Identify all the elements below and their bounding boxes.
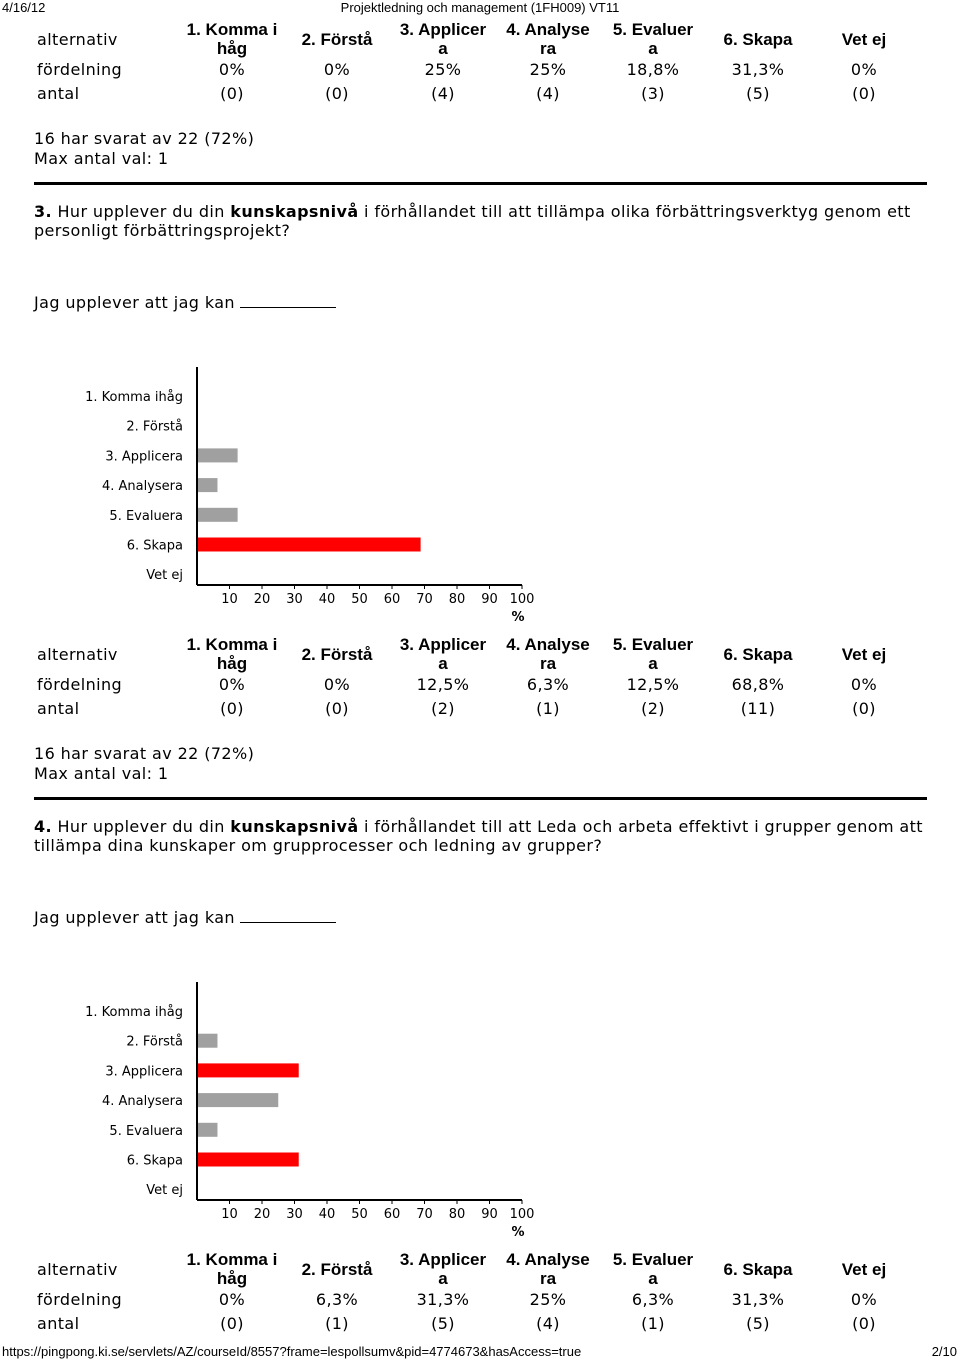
column-header-line: 2. Förstå: [301, 1260, 373, 1279]
category-label: 3. Applicera: [105, 1064, 183, 1080]
x-axis-label: %: [511, 1225, 525, 1240]
max-choices: Max antal val: 1: [34, 149, 169, 168]
count-row-cell: (4): [431, 84, 455, 103]
category-label: 6. Skapa: [126, 538, 183, 554]
question-3-prompt: Jag upplever att jag kan: [34, 292, 336, 312]
column-header-line: Vet ej: [841, 1260, 887, 1279]
category-label: 4. Analysera: [101, 479, 183, 495]
column-header-line: 4. Analyse: [506, 635, 590, 654]
column-header: [706, 30, 810, 49]
print-date: 4/16/12: [2, 0, 46, 15]
count-row-cell: (0): [852, 1314, 876, 1333]
fill-in-blank: [240, 907, 336, 923]
column-header-line: 3. Applicer: [399, 1250, 487, 1269]
column-header-line: 6. Skapa: [723, 645, 793, 664]
bar: [197, 1034, 217, 1048]
count-row-cell: (1): [536, 699, 560, 718]
column-header-line: 3. Applicer: [399, 635, 487, 654]
count-row-label: antal: [37, 1314, 80, 1333]
distribution-row-cell: 25%: [529, 1290, 567, 1309]
distribution-row-cell: 0%: [323, 675, 351, 694]
column-header-line: a: [648, 654, 658, 673]
count-row-cell: (5): [746, 84, 770, 103]
column-header-line: Vet ej: [841, 645, 887, 664]
distribution-row-cell: 0%: [218, 1290, 246, 1309]
answer-summary: [34, 744, 254, 784]
table-header-row: [30, 1250, 930, 1290]
column-header-line: 5. Evaluer: [612, 1250, 694, 1269]
column-header-line: 1. Komma i: [186, 635, 278, 654]
column-header: [285, 645, 389, 664]
section-divider: [34, 182, 927, 185]
column-header-line: ra: [539, 1269, 557, 1288]
distribution-row-cell: 12,5%: [416, 675, 470, 694]
column-header-line: 5. Evaluer: [612, 20, 694, 39]
count-row-cell: (1): [641, 1314, 665, 1333]
bar: [197, 538, 421, 552]
x-tick-label: 70: [416, 592, 433, 607]
distribution-row-cell: 31,3%: [731, 60, 785, 79]
page-header: [0, 0, 960, 16]
distribution-row-cell: 0%: [850, 675, 878, 694]
column-header-line: 4. Analyse: [506, 20, 590, 39]
distribution-row-cell: 6,3%: [315, 1290, 359, 1309]
x-tick-label: 50: [351, 592, 368, 607]
category-label: 2. Förstå: [126, 1034, 183, 1050]
distribution-row-cell: 6,3%: [526, 675, 570, 694]
category-label: 1. Komma ihåg: [85, 1005, 183, 1020]
distribution-row: [30, 675, 930, 699]
count-row-cell: (4): [536, 84, 560, 103]
column-header-line: 5. Evaluer: [612, 635, 694, 654]
distribution-row: [30, 1290, 930, 1314]
bar: [197, 1063, 299, 1077]
answer-summary: [34, 129, 254, 169]
distribution-row-cell: 0%: [218, 60, 246, 79]
column-header: [391, 20, 495, 58]
fill-in-blank: [240, 292, 336, 308]
column-header: [812, 30, 916, 49]
count-row-cell: (11): [740, 699, 776, 718]
row-label-alternativ: alternativ: [37, 645, 118, 664]
column-header: [601, 635, 705, 673]
distribution-row-cell: 0%: [850, 60, 878, 79]
column-header: [285, 30, 389, 49]
distribution-row-cell: 31,3%: [731, 1290, 785, 1309]
column-header-line: a: [438, 654, 448, 673]
column-header-line: ra: [539, 654, 557, 673]
bar-chart: [60, 977, 560, 1247]
column-header: [496, 1250, 600, 1288]
x-tick-label: 10: [221, 592, 238, 607]
category-label: Vet ej: [146, 568, 183, 584]
distribution-row-cell: 18,8%: [626, 60, 680, 79]
category-label: 5. Evaluera: [109, 1123, 183, 1139]
distribution-row-cell: 12,5%: [626, 675, 680, 694]
count-row-cell: (5): [431, 1314, 455, 1333]
document-title: Projektledning och management (1FH009) VT11: [340, 0, 620, 15]
question-4: 4. Hur upplever du din kunskapsnivå i förhållandet till att Leda och arbeta effektivt i grupper genom att tillämpa dina kunskaper om grupprocesser och ledning av grupper?: [34, 817, 923, 855]
column-header: [391, 1250, 495, 1288]
column-header: [180, 1250, 284, 1288]
category-label: 1. Komma ihåg: [85, 390, 183, 405]
distribution-row-cell: 25%: [529, 60, 567, 79]
column-header-line: håg: [216, 1269, 248, 1288]
column-header-line: håg: [216, 39, 248, 58]
category-label: 4. Analysera: [101, 1094, 183, 1110]
distribution-row-cell: 0%: [218, 675, 246, 694]
section-divider: [34, 797, 927, 800]
count-row-cell: (2): [641, 699, 665, 718]
column-header-line: 1. Komma i: [186, 20, 278, 39]
max-choices: Max antal val: 1: [34, 764, 169, 783]
distribution-row-cell: 31,3%: [416, 1290, 470, 1309]
x-tick-label: 80: [448, 1207, 466, 1222]
page-footer: [0, 1344, 960, 1360]
bar: [197, 1153, 299, 1167]
x-tick-label: 60: [383, 1207, 401, 1222]
category-label: 3. Applicera: [105, 449, 183, 465]
x-tick-label: 60: [383, 592, 401, 607]
bar: [197, 1123, 217, 1137]
x-tick-label: 50: [351, 1207, 368, 1222]
x-tick-label: 40: [318, 1207, 336, 1222]
column-header: [496, 635, 600, 673]
x-tick-label: 20: [253, 1207, 271, 1222]
bar: [197, 508, 238, 522]
category-label: Vet ej: [146, 1183, 183, 1199]
x-tick-label: 100: [509, 592, 535, 607]
answered-count: 16 har svarat av 22 (72%): [34, 744, 255, 763]
count-row-label: antal: [37, 84, 80, 103]
column-header-line: 2. Förstå: [301, 645, 373, 664]
table-header-row: [30, 635, 930, 675]
results-table-q4: [30, 1250, 930, 1338]
column-header-line: a: [648, 39, 658, 58]
question-4-prompt: Jag upplever att jag kan: [34, 907, 336, 927]
x-tick-label: 20: [253, 592, 271, 607]
column-header: [706, 645, 810, 664]
x-tick-label: 90: [481, 592, 498, 607]
column-header-line: 1. Komma i: [186, 1250, 278, 1269]
count-row-cell: (0): [852, 699, 876, 718]
count-row-cell: (4): [536, 1314, 560, 1333]
count-row: [30, 84, 930, 108]
column-header: [180, 20, 284, 58]
bar-chart: [60, 362, 560, 632]
column-header: [180, 635, 284, 673]
distribution-row-label: fördelning: [37, 1290, 123, 1309]
bar: [197, 478, 217, 492]
column-header: [812, 645, 916, 664]
column-header-line: 2. Förstå: [301, 30, 373, 49]
distribution-row-cell: 0%: [850, 1290, 878, 1309]
column-header-line: 6. Skapa: [723, 30, 793, 49]
column-header: [496, 20, 600, 58]
column-header-line: 3. Applicer: [399, 20, 487, 39]
distribution-row-cell: 6,3%: [631, 1290, 675, 1309]
column-header: [391, 635, 495, 673]
row-label-alternativ: alternativ: [37, 30, 118, 49]
category-label: 2. Förstå: [126, 419, 183, 435]
count-row-cell: (3): [641, 84, 665, 103]
column-header-line: a: [438, 1269, 448, 1288]
column-header-line: 4. Analyse: [506, 1250, 590, 1269]
bar: [197, 448, 238, 462]
column-header-line: håg: [216, 654, 248, 673]
column-header: [812, 1260, 916, 1279]
column-header-line: a: [648, 1269, 658, 1288]
category-label: 5. Evaluera: [109, 508, 183, 524]
table-header-row: [30, 20, 930, 60]
distribution-row-cell: 0%: [323, 60, 351, 79]
count-row-label: antal: [37, 699, 80, 718]
column-header: [601, 1250, 705, 1288]
results-table-q2: [30, 20, 930, 108]
x-tick-label: 90: [481, 1207, 498, 1222]
column-header-line: 6. Skapa: [723, 1260, 793, 1279]
distribution-row-cell: 68,8%: [731, 675, 785, 694]
x-tick-label: 100: [509, 1207, 535, 1222]
distribution-row-cell: 25%: [424, 60, 462, 79]
count-row-cell: (0): [852, 84, 876, 103]
count-row-cell: (1): [325, 1314, 349, 1333]
x-tick-label: 70: [416, 1207, 433, 1222]
chart-q3: [60, 362, 560, 632]
row-label-alternativ: alternativ: [37, 1260, 118, 1279]
column-header: [706, 1260, 810, 1279]
x-tick-label: 30: [286, 592, 303, 607]
column-header-line: Vet ej: [841, 30, 887, 49]
x-axis-label: %: [511, 610, 525, 625]
count-row-cell: (0): [220, 699, 244, 718]
column-header-line: a: [438, 39, 448, 58]
distribution-row-label: fördelning: [37, 60, 123, 79]
chart-q4: [60, 977, 560, 1247]
count-row: [30, 1314, 930, 1338]
answered-count: 16 har svarat av 22 (72%): [34, 129, 255, 148]
count-row: [30, 699, 930, 723]
x-tick-label: 40: [318, 592, 336, 607]
x-tick-label: 80: [448, 592, 466, 607]
distribution-row: [30, 60, 930, 84]
x-tick-label: 30: [286, 1207, 303, 1222]
count-row-cell: (0): [220, 1314, 244, 1333]
page-url: https://pingpong.ki.se/servlets/AZ/courseId/8557?frame=lespollsumv&pid=4774673&hasAccess=true: [2, 1344, 582, 1359]
column-header: [601, 20, 705, 58]
column-header-line: ra: [539, 39, 557, 58]
bar: [197, 1093, 278, 1107]
count-row-cell: (0): [220, 84, 244, 103]
count-row-cell: (5): [746, 1314, 770, 1333]
count-row-cell: (0): [325, 84, 349, 103]
category-label: 6. Skapa: [126, 1153, 183, 1169]
results-table-q3: [30, 635, 930, 723]
distribution-row-label: fördelning: [37, 675, 123, 694]
x-tick-label: 10: [221, 1207, 238, 1222]
count-row-cell: (0): [325, 699, 349, 718]
column-header: [285, 1260, 389, 1279]
count-row-cell: (2): [431, 699, 455, 718]
page-number: 2/10: [931, 1344, 957, 1359]
question-3: 3. Hur upplever du din kunskapsnivå i förhållandet till att tillämpa olika förbättringsverktyg genom ett personligt förbättringsprojekt?: [34, 202, 911, 240]
